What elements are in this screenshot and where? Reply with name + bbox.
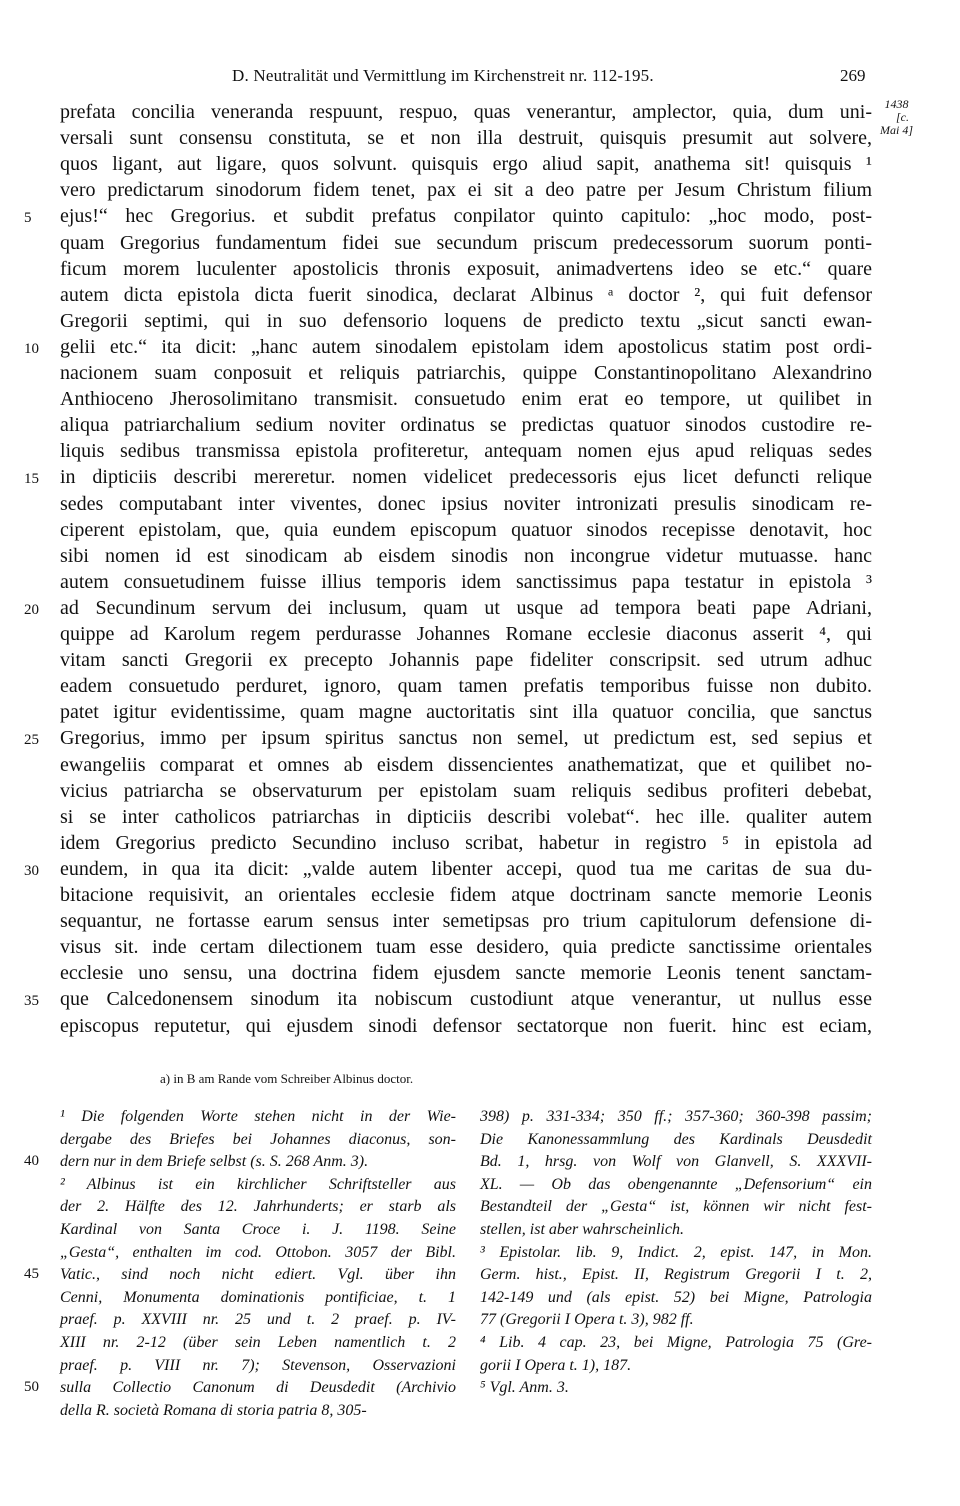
page-number: 269 [840, 66, 866, 85]
text-line: vitam sancti Gregorii ex precepto Johannis pape fideliter conscripsit. sed utrum adhuc [60, 649, 872, 672]
text-line: ciperent epistolam, que, quia eundem episcopum quatuor sinodos recepisse denotavit, hoc [60, 518, 872, 541]
text-line: quam Gregorius fundamentum fidei sue secundum priscum predecessorum suorum ponti- [60, 231, 872, 254]
text-line: in dipticiis describi mereretur. nomen videlicet predecessoris ejus licet defuncti relique [60, 466, 872, 489]
footnote-line: 77 (Gregorii I Opera t. 3), 982 ff. [480, 1311, 694, 1329]
footnote-line: ² Albinus ist ein kirchlicher Schriftsteller aus [60, 1175, 456, 1193]
text-line: patet igitur evidentissime, quam magne auctoritatis sint illa quatuor concilia, que sanctus [60, 701, 872, 724]
margin-note-circa: [c. [896, 110, 909, 124]
text-line: bitacione requisivit, an orientales ecclesie fidem atque doctrinam sancte memorie Leonis [60, 884, 872, 906]
critical-apparatus: a) in B am Rande vom Schreiber Albinus doctor. [160, 1071, 414, 1086]
text-line: visus sit. inde certam dilectionem tuam esse desidero, quia predicte sanctissime orientales [60, 936, 872, 959]
line-number: 15 [24, 471, 39, 488]
footnote-line: stellen, ist aber wahrscheinlich. [480, 1220, 684, 1238]
text-line: Anthioceno Jherosolimitano transmisit. consuetudo enim erat eo tempore, ut quilibet in [60, 388, 872, 411]
footnote-line: 142-149 und (als epist. 52) bei Migne, Patrologia [480, 1288, 872, 1306]
text-line: si se inter catholicos patriarchas in dipticiis describi volebat“. hec ille. qualiter autem [60, 805, 872, 828]
text-line: episcopus reputetur, qui ejusdem sinodi defensor sectatorque non fuerit. hinc est eciam, [60, 1014, 872, 1037]
line-number: 35 [24, 993, 39, 1010]
text-line: liquis sedibus transmissa epistola profiteretur, antequam nomen ejus apud reliquas sedes [60, 440, 872, 463]
footnote-line: 398) p. 331-334; 350 ff.; 357-360; 360-398 passim; [480, 1108, 872, 1125]
footnote-line: Vatic., sind noch nicht ediert. Vgl. über ihn [60, 1266, 456, 1284]
text-line: ecclesie uno sensu, una doctrina fidem ejusdem sancte memorie Leonis tenent sanctam- [60, 962, 872, 985]
text-line: sequantur, ne fortasse earum sensus inter semetipsas pro trium capitulorum defensione di- [60, 910, 872, 933]
line-number: 30 [24, 862, 39, 879]
footnote-line: gorii I Opera t. 1), 187. [480, 1356, 632, 1374]
text-line: Gregorius, immo per ipsum spiritus sanctus non semel, ut predictum est, sed sepius et [60, 727, 872, 750]
text-line: sedes computabant inter viventes, donec ipsius noviter intronizati presulis sinodicam re- [60, 492, 872, 515]
line-number: 25 [24, 732, 39, 749]
running-head-title: D. Neutralität und Vermittlung im Kirchenstreit nr. 112-195. [232, 66, 654, 85]
text-line: autem consuetudinem fuisse illius temporis idem sanctissimus papa testatur in epistola ³ [60, 570, 872, 593]
text-line: prefata concilia veneranda respuunt, respuo, quas venerantur, amplector, quia, dum uni- [60, 101, 872, 123]
footnote-line-number: 50 [24, 1379, 39, 1396]
text-line: ficum morem luculenter apostolicis thronis exposuit, animadvertens ideo se etc.“ quare [60, 257, 872, 280]
footnote-line: ⁵ Vgl. Anm. 3. [480, 1379, 569, 1397]
footnote-line: sulla Collectio Canonum di Deusdedit (Archivio [60, 1379, 456, 1397]
text-line: aliqua patriarchalium sedium noviter ordinatus se predictas quatuor sinodos custodire re- [60, 414, 872, 437]
text-line: sibi nomen id est sinodicam ab eisdem sinodis non incongrue videtur mutuasse. hanc [60, 544, 872, 567]
line-number: 5 [24, 210, 32, 227]
text-line: eundem, in qua ita dicit: „valde autem libenter accepi, quod tua me caritas de sua du- [60, 857, 872, 880]
footnote-line: Die Kanonessammlung des Kardinals Deusdedit [480, 1130, 872, 1148]
line-number: 10 [24, 340, 39, 357]
footnote-line: praef. p. VIII nr. 7); Stevenson, Osservazioni [60, 1356, 456, 1374]
footnote-line: Bestandteil der „Gesta“ ist, können wir nicht fest- [480, 1198, 872, 1216]
footnote-line: „Gesta“, enthalten im cod. Ottobon. 3057 der Bibl. [60, 1243, 456, 1261]
margin-note-date: Mai 4] [880, 123, 913, 137]
text-line: nacionem suam conposuit et reliquis patriarchis, quippe Constantinopolitano Alexandrino [60, 362, 872, 384]
footnote-line: XIII nr. 2-12 (über sein Leben namentlich t. 2 [60, 1333, 456, 1351]
footnote-line: der 2. Hälfte des 12. Jahrhunderts; er starb als [60, 1198, 456, 1216]
footnote-line: Germ. hist., Epist. II, Registrum Gregorii I t. 2, [480, 1266, 872, 1284]
footnote-line: ⁴ Lib. 4 cap. 23, bei Migne, Patrologia 75 (Gre- [480, 1333, 872, 1351]
text-line: ad Secundinum servum dei inclusum, quam ut usque ad tempora beati pape Adriani, [60, 596, 872, 619]
footnote-line: della R. società Romana di storia patria 8, 305- [60, 1401, 367, 1419]
text-line: autem dicta epistola dicta fuerit sinodica, declarat Albinus ᵃ doctor ², qui fuit defensor [60, 283, 872, 306]
line-number: 20 [24, 601, 39, 618]
footnote-line: ³ Epistolar. lib. 9, Indict. 2, epist. 147, in Mon. [480, 1243, 872, 1261]
footnote-line: Cenni, Monumenta dominationis pontificiae, t. 1 [60, 1288, 456, 1306]
text-line: quos ligant, aut ligare, quos solvunt. quisquis ergo aliud sapit, anathema sit! quisquis ¹ [60, 153, 872, 176]
footnote-line-number: 45 [24, 1266, 39, 1283]
footnotes-left-column [60, 1106, 456, 1422]
text-line: vero predictarum sinodorum fidem tenet, pax ei sit a deo patre per Jesum Christum filium [60, 179, 872, 202]
text-line: que Calcedonensem sinodum ita nobiscum custodiunt atque venerantur, ut nullus esse [60, 988, 872, 1011]
margin-date-note [880, 98, 913, 137]
footnote-line: dern nur in dem Briefe selbst (s. S. 268 Anm. 3). [60, 1153, 369, 1171]
footnote-line: XL. — Ob das obengenannte „Defensorium“ ein [480, 1175, 872, 1193]
text-line: ejus!“ hec Gregorius. et subdit prefatus conpilator quinto capitulo: „hoc modo, post- [60, 205, 872, 228]
text-line: gelii etc.“ ita dicit: „hanc autem sinodalem epistolam idem apostolicus statim post ordi- [60, 335, 872, 358]
footnote-line: Kardinal von Santa Croce i. J. 1198. Seine [60, 1220, 456, 1238]
footnote-line: dergabe des Briefes bei Johannes diaconus, son- [60, 1130, 456, 1148]
text-line: vicius patriarcha se observaturum per epistolam suam reliquis sedibus profiteri debebat, [60, 779, 872, 802]
margin-note-year: 1438 [884, 97, 909, 111]
footnote-line-number: 40 [24, 1153, 39, 1170]
footnote-line: ¹ Die folgenden Worte stehen nicht in der Wie- [60, 1108, 456, 1125]
footnote-line: praef. p. XXVIII nr. 25 und t. 2 praef. p. IV- [60, 1311, 456, 1329]
text-line: Gregorii septimi, qui in suo defensorio loquens de predicto textu „sicut sancti ewan- [60, 309, 872, 332]
text-line: versali sunt consensu constituta, se et non illa destruit, quisquis presumit aut solvere, [60, 127, 872, 150]
footnote-line: Bd. 1, hrsg. von Wolf von Glanvell, S. XXXVII- [480, 1153, 872, 1171]
text-line: eadem consuetudo perduret, ignoro, quam tamen prefatis temporibus fuisse non dubito. [60, 675, 872, 698]
footnotes-right-column [480, 1106, 872, 1400]
text-line: idem Gregorius predicto Secundino incluso scribat, habetur in registro ⁵ in epistola ad [60, 831, 872, 854]
text-line: quippe ad Karolum regem perdurasse Johannes Romane ecclesie diaconus asserit ⁴, qui [60, 623, 872, 645]
text-line: ewangeliis comparat et omnes ab eisdem dissencientes anathematizat, que et quilibet no- [60, 753, 872, 776]
